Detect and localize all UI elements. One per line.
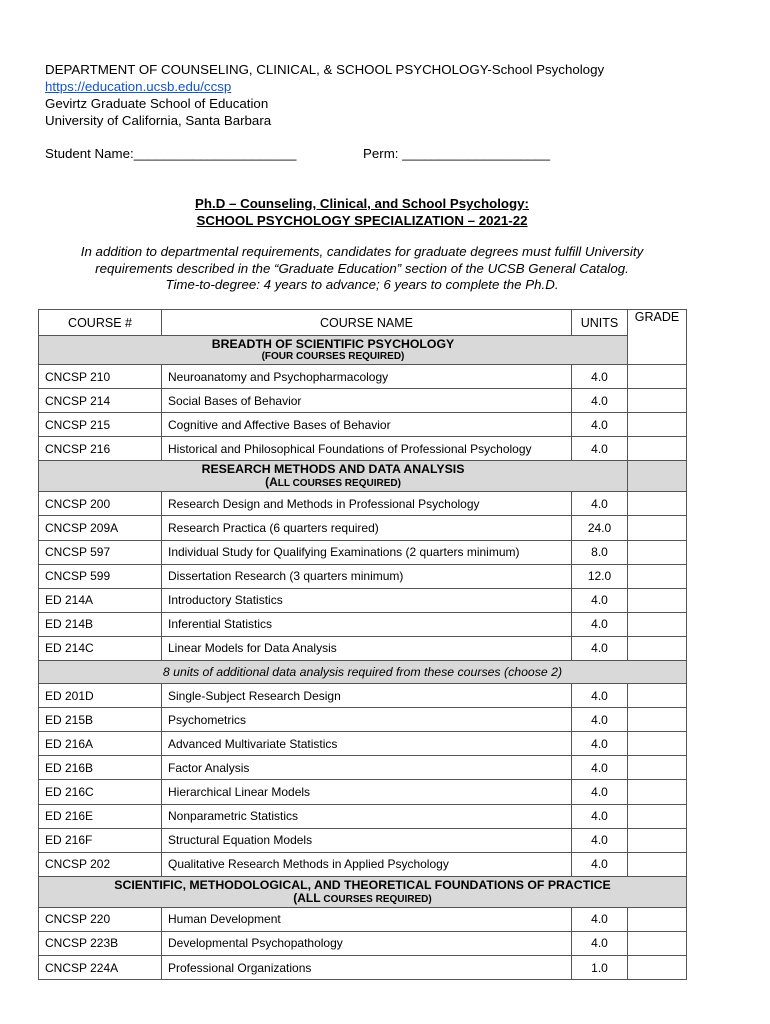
table-row [39, 588, 687, 612]
section-title: SCIENTIFIC, METHODOLOGICAL, AND THEORETICAL FOUNDATIONS OF PRACTICE [114, 877, 611, 892]
course-name-cell: Social Bases of Behavior [162, 389, 572, 413]
course-name-cell: Individual Study for Qualifying Examinations (2 quarters minimum) [162, 540, 572, 564]
table-row [39, 413, 687, 437]
grade-input-cell[interactable] [628, 907, 687, 931]
table-row [39, 684, 687, 708]
grade-input-cell[interactable] [628, 437, 687, 461]
course-name-cell: Hierarchical Linear Models [162, 780, 572, 804]
table-row [39, 931, 687, 955]
department-line: DEPARTMENT OF COUNSELING, CLINICAL, & SCHOOL PSYCHOLOGY-School Psychology [45, 62, 605, 77]
grade-input-cell[interactable] [628, 804, 687, 828]
course-number-cell: ED 214C [39, 636, 162, 660]
intro-paragraph [0, 244, 724, 294]
university-line: University of California, Santa Barbara [45, 113, 272, 128]
units-cell: 4.0 [572, 437, 628, 461]
units-cell: 4.0 [572, 828, 628, 852]
grade-input-cell[interactable] [628, 492, 687, 516]
section-title: BREADTH OF SCIENTIFIC PSYCHOLOGY [211, 337, 455, 351]
student-name-field[interactable]: Student Name:______________________ [45, 146, 297, 161]
units-cell: 12.0 [572, 564, 628, 588]
table-row [39, 780, 687, 804]
section-subtitle: (ALL COURSES REQUIRED) [265, 475, 401, 490]
table-row [39, 540, 687, 564]
program-title-line2: SCHOOL PSYCHOLOGY SPECIALIZATION – 2021-22 [196, 213, 528, 228]
course-name-cell: Dissertation Research (3 quarters minimum) [162, 564, 572, 588]
grade-input-cell[interactable] [628, 612, 687, 636]
table-row [39, 636, 687, 660]
intro-line1: In addition to departmental requirements, candidates for graduate degrees must fulfill University [80, 244, 644, 259]
table-row [39, 955, 687, 979]
perm-field[interactable]: Perm: ____________________ [363, 146, 551, 161]
course-name-cell: Neuroanatomy and Psychopharmacology [162, 365, 572, 389]
table-row [39, 852, 687, 876]
course-name-cell: Inferential Statistics [162, 612, 572, 636]
units-cell: 4.0 [572, 492, 628, 516]
grade-input-cell[interactable] [628, 852, 687, 876]
table-row [39, 365, 687, 389]
grade-cell [628, 461, 687, 492]
course-number-cell: CNCSP 215 [39, 413, 162, 437]
section-title: RESEARCH METHODS AND DATA ANALYSIS [201, 462, 465, 477]
course-number-cell: ED 216E [39, 804, 162, 828]
units-cell: 4.0 [572, 389, 628, 413]
units-cell: 4.0 [572, 852, 628, 876]
units-cell: 4.0 [572, 413, 628, 437]
table-row [39, 708, 687, 732]
course-name-cell: Introductory Statistics [162, 588, 572, 612]
course-name-cell: Professional Organizations [162, 955, 572, 979]
col-header-course-name: COURSE NAME [162, 310, 572, 336]
course-name-cell: Single-Subject Research Design [162, 684, 572, 708]
document-header [45, 61, 604, 129]
grade-input-cell[interactable] [628, 931, 687, 955]
table-row [39, 516, 687, 540]
course-name-cell: Nonparametric Statistics [162, 804, 572, 828]
table-row [39, 389, 687, 413]
units-cell: 1.0 [572, 955, 628, 979]
course-name-cell: Historical and Philosophical Foundations of Professional Psychology [162, 437, 572, 461]
units-cell: 4.0 [572, 588, 628, 612]
table-header-row [39, 310, 687, 336]
course-number-cell: CNCSP 216 [39, 437, 162, 461]
department-url-link[interactable]: https://education.ucsb.edu/ccsp [45, 79, 232, 94]
course-number-cell: CNCSP 200 [39, 492, 162, 516]
course-number-cell: ED 201D [39, 684, 162, 708]
grade-input-cell[interactable] [628, 413, 687, 437]
course-name-cell: Psychometrics [162, 708, 572, 732]
course-number-cell: ED 214A [39, 588, 162, 612]
grade-input-cell[interactable] [628, 540, 687, 564]
course-name-cell: Human Development [162, 907, 572, 931]
grade-input-cell[interactable] [628, 708, 687, 732]
course-name-cell: Research Practica (6 quarters required) [162, 516, 572, 540]
grade-input-cell[interactable] [628, 732, 687, 756]
table-row [39, 564, 687, 588]
grade-input-cell[interactable] [628, 389, 687, 413]
section-breadth [39, 336, 687, 365]
course-name-cell: Advanced Multivariate Statistics [162, 732, 572, 756]
course-number-cell: CNCSP 224A [39, 955, 162, 979]
grade-input-cell[interactable] [628, 756, 687, 780]
grade-input-cell[interactable] [628, 780, 687, 804]
course-number-cell: ED 216B [39, 756, 162, 780]
section-foundations [39, 876, 687, 907]
course-number-cell: CNCSP 202 [39, 852, 162, 876]
course-number-cell: ED 215B [39, 708, 162, 732]
units-cell: 4.0 [572, 780, 628, 804]
grade-input-cell[interactable] [628, 365, 687, 389]
table-row [39, 732, 687, 756]
course-number-cell: CNCSP 220 [39, 907, 162, 931]
course-name-cell: Research Design and Methods in Professional Psychology [162, 492, 572, 516]
units-cell: 4.0 [572, 756, 628, 780]
table-row [39, 492, 687, 516]
col-header-units: UNITS [572, 310, 628, 336]
course-name-cell: Qualitative Research Methods in Applied Psychology [162, 852, 572, 876]
course-number-cell: ED 216A [39, 732, 162, 756]
course-number-cell: ED 214B [39, 612, 162, 636]
course-number-cell: CNCSP 214 [39, 389, 162, 413]
units-cell: 4.0 [572, 732, 628, 756]
table-row [39, 756, 687, 780]
elective-note: 8 units of additional data analysis required from these courses (choose 2) [39, 661, 687, 684]
section-subtitle: (FOUR COURSES REQUIRED) [261, 351, 405, 362]
table-row [39, 828, 687, 852]
units-cell: 24.0 [572, 516, 628, 540]
course-name-cell: Developmental Psychopathology [162, 931, 572, 955]
units-cell: 4.0 [572, 931, 628, 955]
units-cell: 4.0 [572, 612, 628, 636]
col-header-course-num: COURSE # [39, 310, 162, 336]
units-cell: 4.0 [572, 804, 628, 828]
table-row [39, 437, 687, 461]
col-header-grade: GRADE [628, 310, 687, 365]
program-title-line1: Ph.D – Counseling, Clinical, and School Psychology: [195, 196, 529, 211]
elective-note-row [39, 661, 687, 684]
course-name-cell: Linear Models for Data Analysis [162, 636, 572, 660]
units-cell: 4.0 [572, 636, 628, 660]
course-number-cell: CNCSP 209A [39, 516, 162, 540]
grade-input-cell[interactable] [628, 636, 687, 660]
table-row [39, 907, 687, 931]
intro-line3: Time-to-degree: 4 years to advance; 6 years to complete the Ph.D. [165, 277, 559, 292]
intro-line2: requirements described in the “Graduate Education” section of the UCSB General Catalog. [95, 260, 629, 276]
course-table [38, 309, 687, 980]
grade-input-cell[interactable] [628, 564, 687, 588]
table-row [39, 804, 687, 828]
course-number-cell: ED 216C [39, 780, 162, 804]
school-line: Gevirtz Graduate School of Education [45, 96, 269, 111]
table-row [39, 612, 687, 636]
course-number-cell: CNCSP 597 [39, 540, 162, 564]
course-number-cell: CNCSP 599 [39, 564, 162, 588]
units-cell: 8.0 [572, 540, 628, 564]
grade-input-cell[interactable] [628, 588, 687, 612]
course-name-cell: Factor Analysis [162, 756, 572, 780]
grade-input-cell[interactable] [628, 828, 687, 852]
grade-input-cell[interactable] [628, 516, 687, 540]
course-number-cell: CNCSP 223B [39, 931, 162, 955]
program-title [0, 195, 724, 229]
units-cell: 4.0 [572, 907, 628, 931]
units-cell: 4.0 [572, 684, 628, 708]
section-research [39, 461, 687, 492]
section-subtitle: (ALL COURSES REQUIRED) [293, 890, 432, 905]
grade-input-cell[interactable] [628, 684, 687, 708]
grade-input-cell[interactable] [628, 955, 687, 979]
units-cell: 4.0 [572, 708, 628, 732]
course-number-cell: CNCSP 210 [39, 365, 162, 389]
course-name-cell: Cognitive and Affective Bases of Behavior [162, 413, 572, 437]
units-cell: 4.0 [572, 365, 628, 389]
course-name-cell: Structural Equation Models [162, 828, 572, 852]
course-number-cell: ED 216F [39, 828, 162, 852]
